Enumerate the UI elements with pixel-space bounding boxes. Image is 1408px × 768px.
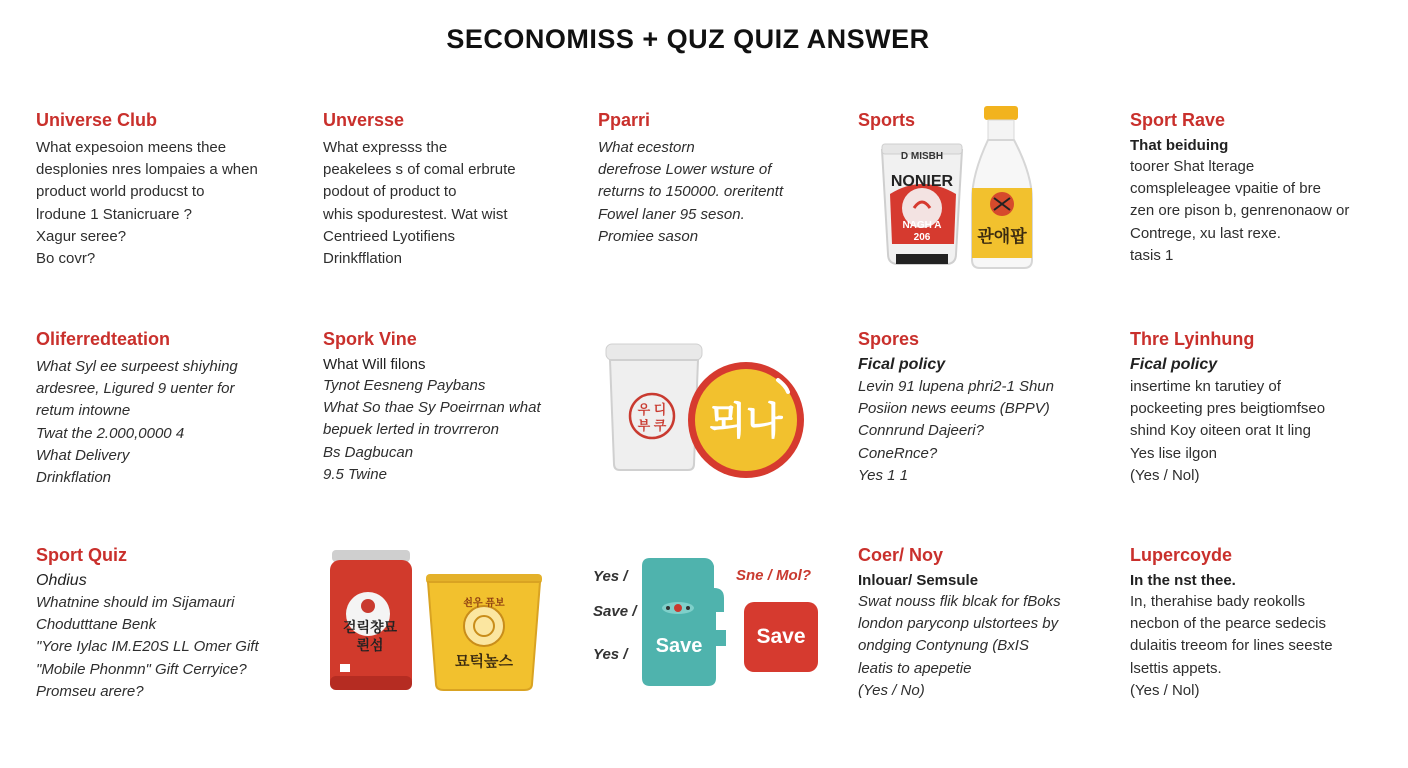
quiz-card-coer-noy[interactable]	[858, 545, 1118, 702]
card-subtitle: Ohdius	[36, 572, 87, 589]
card-line: "Mobile Phonmn" Gift Cerryice?	[36, 660, 247, 678]
card-line: (Yes / Nol)	[1130, 681, 1200, 699]
card-line: ConeRnce?	[858, 444, 938, 462]
quiz-card-spores[interactable]	[858, 329, 1118, 487]
card-line: derefrose Lower wsture of	[598, 161, 772, 179]
card-line: ondging Contynung (BxIS	[858, 637, 1029, 655]
svg-text:우 디: 우 디	[637, 402, 667, 417]
milk-carton-icon	[882, 144, 962, 264]
choice-label: Sne / Mol?	[736, 567, 811, 584]
card-line: Whatnine should im Sijamauri	[36, 594, 235, 611]
card-subtitle: Fical policy	[1130, 356, 1218, 373]
card-line: What So thae Sy Poeirrnan what	[323, 399, 541, 417]
card-subtitle: Fical policy	[858, 356, 946, 373]
save-card-illustration	[640, 556, 732, 688]
card-line: bepuek lerted in trovrreron	[323, 421, 499, 439]
card-line: pockeeting pres beigtiomfseo	[1130, 400, 1326, 418]
card-title: Spork Vine	[323, 329, 417, 349]
card-title: Sport Quiz	[36, 545, 127, 565]
card-line: Tynot Eesneng Paybans	[323, 377, 486, 394]
card-line: Fowel laner 95 seson.	[598, 205, 745, 223]
card-line: Posiion news eeums (BPPV)	[858, 400, 1050, 418]
card-line: insertime kn tarutiey of	[1130, 378, 1281, 395]
quiz-card-sport-rave[interactable]	[1130, 110, 1390, 267]
card-line: In, therahise bady reokolls	[1130, 593, 1306, 610]
quiz-card-spork-vine[interactable]	[323, 329, 583, 486]
card-line: What Syl ee surpeest shiyhing	[36, 358, 238, 375]
card-title: Lupercoyde	[1130, 545, 1233, 565]
card-title: Spores	[858, 329, 920, 349]
card-line: "Yore Iylac IM.E20S LL Omer Gift	[36, 638, 259, 656]
card-title: Sport Rave	[1130, 110, 1226, 130]
cans-illustration	[326, 546, 548, 696]
card-line: (Yes / Nol)	[1130, 466, 1200, 484]
save-card-label: Save	[655, 635, 703, 657]
card-line: Promiee sason	[598, 227, 699, 245]
card-subtitle: That beiduing	[1130, 137, 1229, 154]
card-line: Connrund Dajeeri?	[858, 422, 984, 440]
quiz-card-universe-club[interactable]	[36, 110, 296, 270]
save-button[interactable]: Save	[744, 602, 818, 672]
card-title: Thre Lyinhung	[1130, 329, 1255, 349]
red-can-icon	[330, 550, 412, 690]
card-line: Drinkflation	[36, 469, 112, 487]
card-line: Xagur seree?	[36, 227, 127, 245]
svg-text:부 쿠: 부 쿠	[637, 418, 667, 433]
card-line: dulaitis treeom for lines seeste	[1130, 637, 1333, 655]
card-line: product world producst to	[36, 183, 205, 201]
card-line: shind Koy oiteen orat It ling	[1130, 422, 1311, 440]
answer-yes-label: Yes /	[593, 646, 628, 663]
cup-badge-illustration	[602, 340, 812, 485]
quiz-card-sport-quiz[interactable]	[36, 545, 296, 703]
card-line: What ecestorn	[598, 139, 695, 156]
quiz-card-thre-lyinhung[interactable]	[1130, 329, 1390, 487]
card-line: tasis 1	[1130, 246, 1174, 264]
card-line: london paryconp ulstortees by	[858, 615, 1059, 633]
card-line: Drinkfflation	[323, 250, 402, 268]
card-title: Oliferredteation	[36, 329, 171, 349]
card-line: whis spodurestest. Wat wist	[323, 205, 508, 223]
quiz-card-unversse[interactable]	[323, 110, 583, 270]
card-title: Coer/ Noy	[858, 545, 944, 565]
card-subtitle: Inlouar/ Semsule	[858, 572, 979, 589]
carton-text: D MISBH	[900, 151, 944, 162]
card-line: What Delivery	[36, 446, 130, 464]
card-line: leatis to apepetie	[858, 659, 972, 677]
card-line: retum intowne	[36, 402, 131, 420]
can-text: 걷릭챵묘	[342, 619, 398, 635]
drink-bottles-illustration	[876, 104, 1056, 272]
card-line: Contrege, xu last rexe.	[1130, 224, 1281, 242]
card-line: Yes lise ilgon	[1130, 444, 1218, 462]
card-subtitle: In the nst thee.	[1130, 572, 1236, 589]
card-line: podout of product to	[323, 183, 457, 201]
answer-yes-label: Yes /	[593, 568, 628, 585]
card-line: Twat the 2.000,0000 4	[36, 424, 185, 442]
card-line: Yes 1 1	[858, 466, 909, 484]
card-title: Sports	[858, 110, 916, 130]
card-line: Bo covr?	[36, 250, 96, 268]
card-line: toorer Shat lterage	[1130, 158, 1255, 175]
card-line: Chodutttane Benk	[36, 616, 157, 634]
cup-icon	[606, 344, 702, 470]
can-text: 뢴섬	[356, 637, 384, 653]
card-line: ardesree, Ligured 9 uenter for	[36, 380, 235, 398]
card-line: lsettis appets.	[1130, 659, 1222, 677]
card-title: Unversse	[323, 110, 405, 130]
page-title: SECONOMISS + QUZ QUIZ ANSWER	[446, 24, 930, 54]
card-line: Swat nouss flik blcak for fBoks	[858, 593, 1061, 610]
card-line: lrodune 1 Stanicruare ?	[36, 205, 192, 223]
card-title: Universe Club	[36, 110, 158, 130]
card-line: What expesoion meens thee	[36, 139, 227, 156]
carton-text: NAGH A	[902, 220, 942, 231]
card-line: peakelees s of comal erbrute	[323, 161, 516, 179]
answer-save-label: Save /	[593, 603, 637, 620]
badge-icon	[688, 362, 804, 478]
card-subtitle: What Will filons	[323, 356, 426, 373]
card-line: zen ore pison b, genrenonaow or	[1130, 202, 1350, 220]
card-line: Promseu arere?	[36, 682, 144, 700]
card-line: Bs Dagbucan	[323, 443, 414, 461]
badge-text: 뫼나	[709, 401, 783, 443]
carton-text: NONIER	[890, 173, 954, 190]
can-text: 묘턱높스	[455, 653, 513, 670]
card-line: comspleleagee vpaitie of bre	[1130, 180, 1321, 198]
card-line: (Yes / No)	[858, 681, 925, 699]
card-line: What expresss the	[323, 139, 448, 156]
can-text: 쇤우 퓨보	[463, 598, 505, 609]
yellow-cup-icon	[426, 574, 542, 690]
card-line: 9.5 Twine	[323, 465, 387, 483]
card-line: Levin 91 lupena phri2-1 Shun	[858, 378, 1054, 395]
card-line: desplonies nres lompaies a when	[36, 161, 258, 179]
card-line: necbon of the pearce sedecis	[1130, 615, 1326, 633]
quiz-card-pparri[interactable]	[598, 110, 858, 248]
card-line: Centrieed Lyotifiens	[323, 227, 456, 245]
bottle-label: 관애팝	[977, 227, 1027, 246]
quiz-card-lupercoyde[interactable]	[1130, 545, 1390, 702]
carton-text: 206	[913, 232, 931, 243]
card-title: Pparri	[598, 110, 651, 130]
bottle-icon	[972, 106, 1032, 268]
quiz-card-oliferredteation[interactable]	[36, 329, 296, 489]
card-line: returns to 150000. oreritentt	[598, 183, 784, 201]
